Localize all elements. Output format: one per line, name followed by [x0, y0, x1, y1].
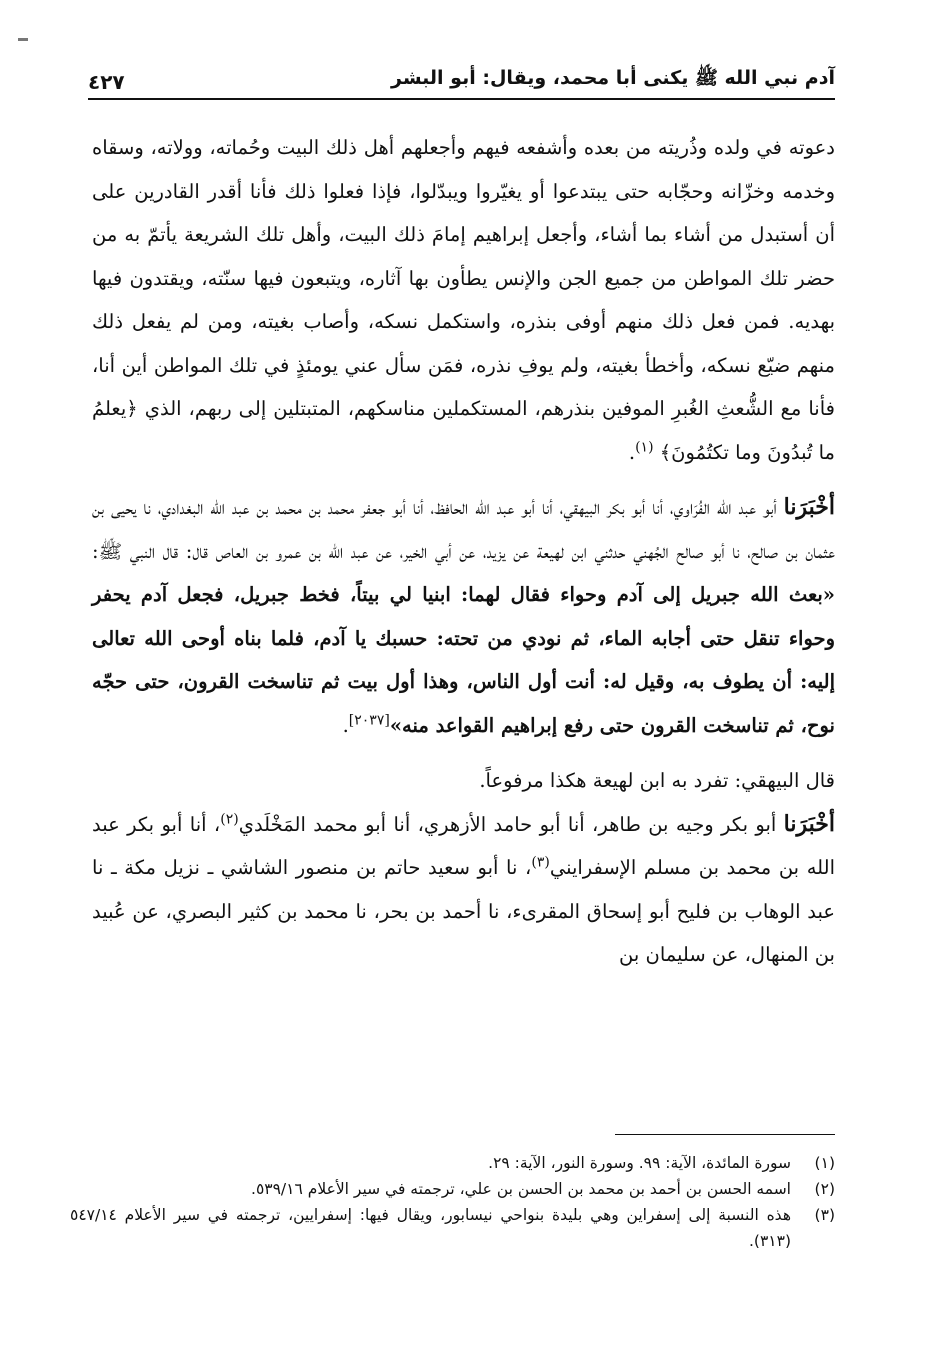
paragraph-2: أخْبَرَنا أبو عبد الله الفُرَاوي، أنا أبو بكر البيهقي، أنا أبو عبد الله الحافظ، أنا أبو جعفر محمد بن محمد بن عبد الله البغدادي، نا يحيى بن عثمان بن صالح، نا أبو صالح الجُهني حدثني ابن لهيعة عن يزيد، عن أبي الخير، عن عبد الله بن عمرو بن العاص قال: قال النبي ﷺ: «بعث الله جبريل إلى آدم وحواء فقال لهما: ابنيا لي بيتاً، فخط جبريل، فجعل آدم يحفر وحواء تنقل حتى أجابه الماء، ثم نودي من تحته: حسبك يا آدم، فلما بناه أوحى الله تعالى إليه: أن يطوف به، وقيل له: أنت أول الناس، وهذا أول بيت ثم تناسخت القرون، حتى حجّه نوح، ثم تناسخت القرون حتى رفع إبراهيم القواعد منه»[٢٠٣٧].: [92, 494, 835, 737]
footnote-text: سورة المائدة، الآية: ٩٩. وسورة النور، الآية: ٢٩.: [488, 1154, 791, 1172]
paragraph-4: [92, 803, 835, 977]
paragraph-4-text-a: أبو بكر وجيه بن طاهر، أنا أبو حامد الأزهري، أنا أبو محمد المَخْلَدي: [238, 812, 784, 836]
footnote-ref-3: (٣): [531, 854, 550, 871]
footnote-text: اسمه الحسن بن أحمد بن محمد بن الحسن بن علي، ترجمته في سير الأعلام ٥٣٩/١٦.: [251, 1180, 791, 1198]
footnotes: [70, 1150, 835, 1254]
footnote-ref-2: (٢): [220, 811, 239, 827]
main-text: [92, 126, 835, 977]
paragraph-1-text: دعوته في ولده وذُريته من بعده وأشفعه فيهم وأجعلهم أهل ذلك البيت وحُماته، وولاته، وسقاه وخدمه وخزّانه وحجّابه حتى يبتدعوا أو يغيّروا ويبدّلوا، فإذا فعلوا ذلك فأنا أقدر القادرين على أن أستبدل من أشاء بما أشاء، وأجعل إبراهيم إمامَ ذلك البيت، وأهل تلك الشريعة يأتمّ به من حضر تلك المواطن من جميع الجن والإنس يطأون بها آثاره، ويتبعون فيها سنّته، ويقتدون فيها بهديه. فمن فعل ذلك منهم أوفى بنذره، واستكمل نسكه، وأصاب بغيته، ومن لم يفعل ذلك منهم ضيّع نسكه، وأخطأ بغيته، ولم يوفِ نذره، فمَن سأل عني يومئذٍ في تلك المواطن أين أنا، فأنا مع الشُّعثِ الغُبرِ الموفين بنذرهم، المستكملين مناسكهم، المتبتلين إلى ربهم، الذي ﴿يعلمُ ما تُبدُونَ وما تكتُمُونَ﴾: [92, 136, 835, 464]
footnote-ref-1: (١): [635, 439, 654, 455]
hadith-number: [٢٠٣٧]: [348, 712, 390, 728]
footnote-number: (٣): [814, 1206, 835, 1224]
paragraph-4-text-b: ، أنا أبو بكر عبد الله بن محمد بن مسلم الإسفرايني: [92, 812, 835, 879]
paragraph-4-lead: أخْبَرَنا: [783, 810, 835, 837]
page-number: ٤٢٧: [88, 70, 125, 94]
paragraph-2-lead: أخْبَرَنا: [783, 494, 835, 520]
paragraph-1: دعوته في ولده وذُريته من بعده وأشفعه فيهم وأجعلهم أهل ذلك البيت وحُماته، وولاته، وسقاه وخدمه وخزّانه وحجّابه حتى يبتدعوا أو يغيّروا ويبدّلوا، فإذا فعلوا ذلك فأنا أقدر القادرين على أن أستبدل من أشاء بما أشاء، وأجعل إبراهيم إمامَ ذلك البيت، وأهل تلك الشريعة يأتمّ به من حضر تلك المواطن من جميع الجن والإنس يطأون بها آثاره، ويتبعون فيها سنّته، ويقتدون فيها بهديه. فمن فعل ذلك منهم أوفى بنذره، واستكمل نسكه، وأصاب بغيته، ومن لم يفعل ذلك منهم ضيّع نسكه، وأخطأ بغيته، ولم يوفِ نذره، فمَن سأل عني يومئذٍ في تلك المواطن أين أنا، فأنا مع الشُّعثِ الغُبرِ الموفين بنذرهم، المستكملين مناسكهم، المتبتلين إلى ربهم، الذي ﴿يعلمُ ما تُبدُونَ وما تكتُمُونَ﴾ $^{(١)}$.: [92, 136, 835, 464]
footnote-number: (١): [814, 1154, 835, 1172]
footnote-text: هذه النسبة إلى إسفراين وهي بليدة بنواحي نيسابور، ويقال فيها: إسفرايين، ترجمته في سير الأعلام ٥٤٧/١٤ (٣١٣).: [70, 1206, 791, 1250]
page-header: [88, 52, 835, 100]
footnote: [70, 1176, 835, 1202]
paragraph-4-text-c: ، نا أبو سعيد حاتم بن منصور الشاشي ـ نزيل مكة ـ نا عبد الوهاب بن فليح أبو إسحاق المقرىء، نا أحمد بن بحر، نا محمد بن كثير البصري، عن عُبيد بن المنهال، عن سليمان بن: [92, 856, 835, 966]
footnote-number: (٢): [814, 1180, 835, 1198]
scan-mark: [18, 38, 28, 41]
paragraph-2-chain: أبو عبد الله الفُرَاوي، أنا أبو بكر البيهقي، أنا أبو عبد الله الحافظ، أنا أبو جعفر محمد بن محمد بن عبد الله البغدادي، نا يحيى بن عثمان بن صالح، نا أبو صالح الجُهني حدثني ابن لهيعة عن يزيد، عن أبي الخير، عن عبد الله بن عمرو بن العاص قال: قال النبي ﷺ:: [92, 496, 835, 563]
footnote-divider: [615, 1134, 835, 1135]
running-title: آدم نبي الله ﷺ يكنى أبا محمد، ويقال: أبو البشر: [391, 67, 835, 89]
paragraph-3: قال البيهقي: تفرد به ابن لهيعة هكذا مرفوعاً.: [479, 769, 835, 792]
paragraph-2-hadith: «بعث الله جبريل إلى آدم وحواء فقال لهما: ابنيا لي بيتاً، فخط جبريل، فجعل آدم يحفر وحواء تنقل حتى أجابه الماء، ثم نودي من تحته: حسبك يا آدم، فلما بناه أوحى الله تعالى إليه: أن يطوف به، وقيل له: أنت أول الناس، وهذا أول بيت ثم تناسخت القرون، حتى حجّه نوح، ثم تناسخت القرون حتى رفع إبراهيم القواعد منه»: [92, 583, 835, 737]
footnote: [70, 1150, 835, 1176]
footnote: [70, 1202, 835, 1254]
